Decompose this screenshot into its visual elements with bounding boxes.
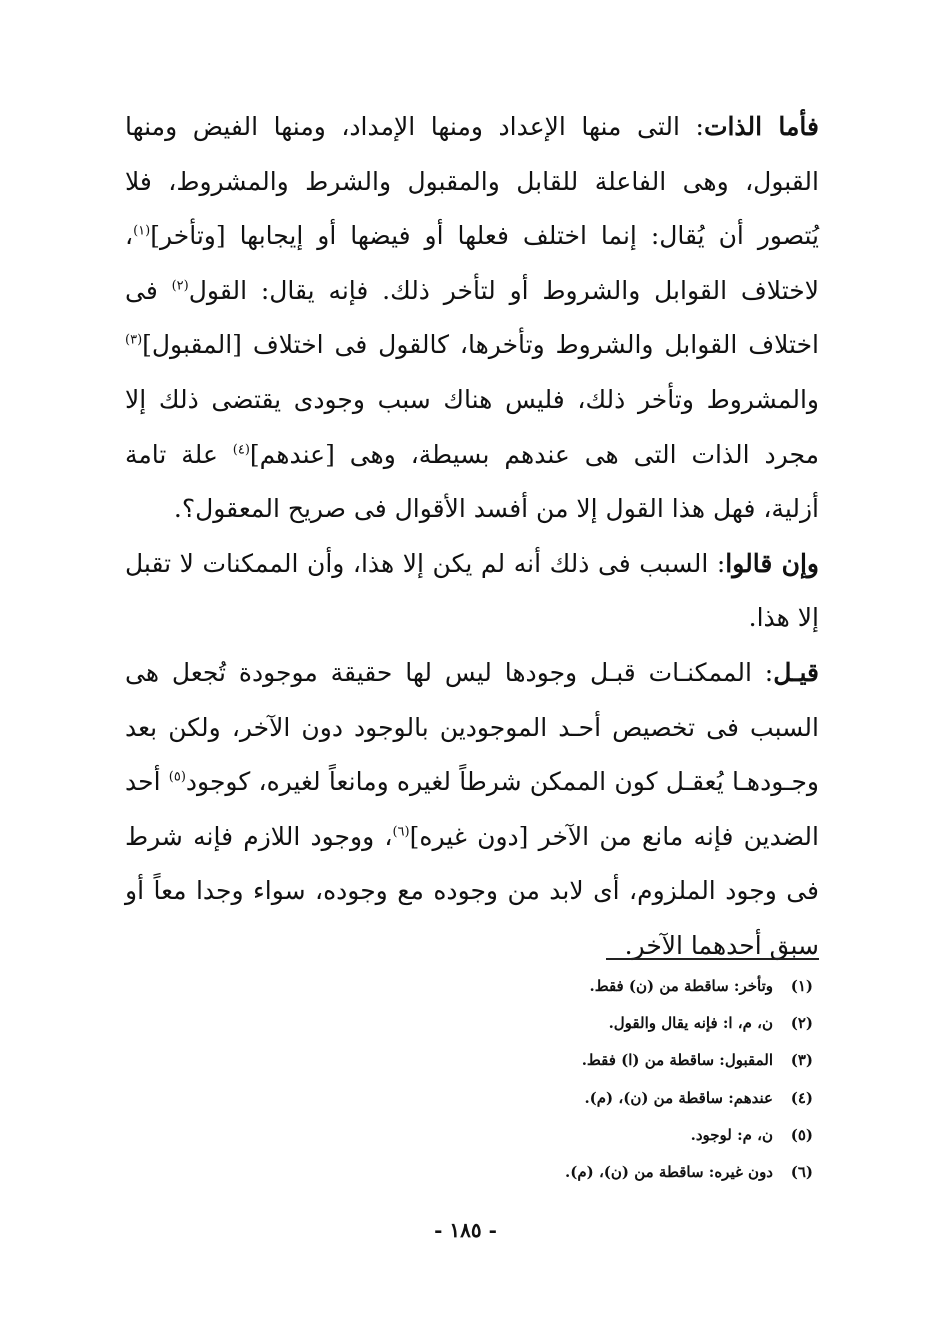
- main-text: [125, 100, 819, 974]
- footnote-text: ن، م: لوجود.: [690, 1125, 773, 1144]
- paragraph-3: [125, 646, 819, 974]
- footnote-item: [300, 1005, 813, 1042]
- footnote-item: [300, 1117, 813, 1154]
- footnotes: [300, 968, 813, 1191]
- text-run: ، ووجود اللازم فإنه شرط فى وجود الملزوم، أى لابد من وجوده مع وجوده، سواء وجدا معاً أو سبق أحدهما الآخر.: [125, 821, 819, 960]
- footnote-ref: (٣): [125, 333, 143, 349]
- paragraph-lead: فأما الذات: [703, 112, 819, 141]
- text-run: ، لاختلاف القوابل والشروط أو لتأخر ذلك. فإنه يقال: القول: [125, 221, 819, 305]
- footnote-number: (٤): [790, 1088, 813, 1107]
- text-run: : التى منها الإعداد ومنها الإمداد، ومنها الفيض ومنها القبول، وهى الفاعلة للقابل والمقبول والشرط والمشروط، فلا يُتصور أن يُقال: إنما اختلف فعلها أو فيضها أو إيجابها [وتأخر]: [125, 112, 819, 251]
- text-run: علة تامة أزلية، فهل هذا القول إلا من أفسد الأقوال فى صريح المعقول؟.: [125, 439, 819, 524]
- page-number: - ١٨٥ -: [434, 1218, 497, 1242]
- paragraph-lead: وإن قالوا: [725, 548, 819, 578]
- text-run: فى اختلاف القوابل والشروط وتأخرها، كالقول فى اختلاف [المقبول]: [125, 275, 819, 360]
- text-run: : الممكنـات قبـل وجودها ليس لها حقيقة موجودة تُجعل هى السبب فى تخصيص أحـد الموجودين بالوجود دون الآخر، ولكن بعد وجـودهـا يُعقـل كون الممكن شرطاً لغيره ومانعاً لغيره، كوجود: [125, 657, 819, 797]
- footnote-item: [300, 1154, 813, 1191]
- paragraph-lead: قيـل: [773, 657, 819, 687]
- footnote-text: المقبول: ساقطة من (ا) فقط.: [581, 1051, 773, 1070]
- footnote-text: وتأخر: ساقطة من (ن) فقط.: [589, 977, 773, 995]
- footnote-number: (١): [790, 977, 813, 995]
- footnote-ref: (٥): [168, 769, 186, 785]
- footnote-item: [300, 1042, 813, 1079]
- footnote-item: [300, 1080, 813, 1117]
- footnote-ref: (٦): [392, 824, 410, 840]
- paragraph-1: [125, 100, 819, 537]
- text-run: : السبب فى ذلك أنه لم يكن إلا هذا، وأن الممكنات لا تقبل إلا هذا.: [125, 548, 819, 633]
- footnote-number: (٦): [790, 1163, 813, 1182]
- footnote-text: ن، م، ا: فإنه يقال والقول.: [608, 1014, 773, 1033]
- footnote-ref: (١): [133, 223, 151, 239]
- footnote-ref: (٢): [171, 278, 189, 294]
- footnote-text: دون غيره: ساقطة من (ن)، (م).: [565, 1163, 773, 1182]
- text-run: والمشروط وتأخر ذلك، فليس هناك سبب وجودى يقتضى ذلك إلا مجرد الذات التى هى عندهم بسيطة، وهى [عندهم]: [125, 384, 819, 469]
- paragraph-2: [125, 537, 819, 646]
- footnote-ref: (٤): [232, 442, 250, 458]
- footnote-number: (٣): [790, 1051, 813, 1070]
- footnote-item: [300, 968, 813, 1005]
- footnote-text: عندهم: ساقطة من (ن)، (م).: [584, 1088, 773, 1107]
- text-run: أحد الضدين فإنه مانع من الآخر [دون غيره]: [125, 767, 819, 851]
- footnote-number: (٢): [790, 1014, 813, 1033]
- footnote-divider: [606, 958, 819, 960]
- footnote-number: (٥): [790, 1125, 813, 1144]
